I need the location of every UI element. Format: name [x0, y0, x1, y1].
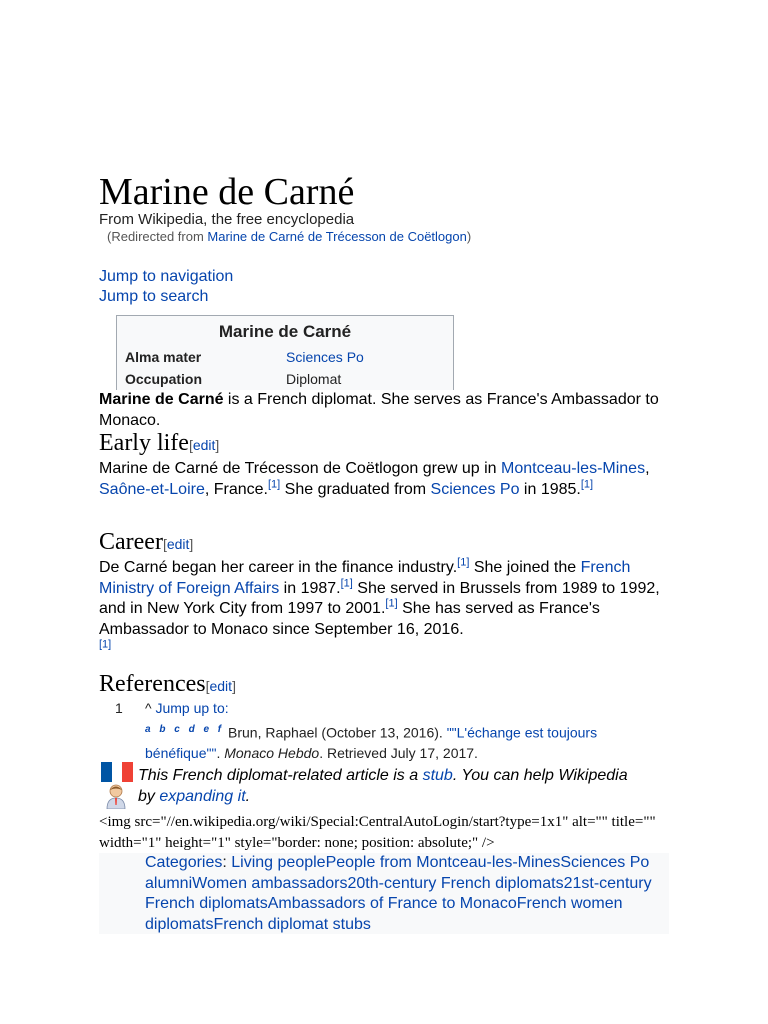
- category-links-box: [99, 853, 669, 934]
- intro-paragraph: [99, 390, 669, 431]
- reference-publication: Monaco Hebdo: [224, 744, 320, 761]
- early-life-text-3: , France.: [204, 480, 268, 498]
- saone-et-loire-link[interactable]: Saône-et-Loire: [99, 480, 205, 498]
- french-ministry-foreign-affairs-link[interactable]: French Ministry of Foreign Affairs: [99, 559, 631, 597]
- flag-white-stripe: [112, 762, 123, 782]
- category-link[interactable]: 21st-century French diplomats: [145, 874, 652, 912]
- heading-career: [99, 528, 193, 558]
- redirect-source-link[interactable]: Marine de Carné de Trécesson de Coëtlogon: [207, 229, 467, 244]
- stub-text-1: This French diplomat-related article is a: [138, 767, 423, 784]
- edit-bracket-open: [: [188, 437, 193, 453]
- category-link[interactable]: Sciences Po alumni: [145, 854, 650, 892]
- career-text-5: She has served as France's Ambassador to Monaco since September 16, 2016.: [99, 600, 600, 638]
- category-link[interactable]: Living people: [231, 854, 326, 871]
- intro-bold-name: Marine de Carné: [99, 391, 224, 408]
- redirect-notice: [107, 229, 471, 245]
- early-life-text-5: in 1985.: [519, 480, 581, 498]
- edit-bracket-open: [: [162, 536, 167, 552]
- reference-retrieved: . Retrieved July 17, 2017.: [319, 744, 478, 761]
- jump-to-navigation-link[interactable]: Jump to navigation: [99, 268, 234, 285]
- stub-text-3: .: [245, 788, 251, 805]
- france-flag-icon: [101, 762, 133, 782]
- categories-colon: :: [222, 854, 232, 871]
- page-title: Marine de Carné: [99, 171, 355, 213]
- category-link[interactable]: French diplomat stubs: [213, 915, 371, 933]
- career-text-1: De Carné began her career in the finance industry.: [99, 559, 458, 576]
- redirect-close: ): [466, 229, 472, 244]
- citation-link[interactable]: [1]: [457, 556, 470, 569]
- infobox: [116, 315, 454, 390]
- category-link[interactable]: People from Montceau-les-Mines: [325, 854, 561, 871]
- category-list: [145, 853, 665, 935]
- career-paragraph: [99, 558, 669, 661]
- jump-to-search-link[interactable]: Jump to search: [99, 288, 209, 305]
- edit-early-life-link[interactable]: edit: [192, 437, 216, 453]
- heading-references-text: References: [99, 671, 206, 697]
- redirect-open: (Redirected from: [107, 229, 208, 244]
- reference-citation: [145, 720, 645, 763]
- heading-career-text: Career: [99, 529, 163, 555]
- reference-article-link[interactable]: ""L'échange est toujours bénéfique"": [145, 724, 598, 761]
- flag-red-stripe: [122, 762, 133, 782]
- career-text-3: in 1987.: [279, 579, 341, 597]
- edit-career-link[interactable]: edit: [166, 536, 190, 552]
- raw-html-text: <img src="//en.wikipedia.org/wiki/Special:CentralAutoLogin/start?type=1x1" alt="" title="" width="1" height="1" style="border: none; position: absolute;" />: [99, 814, 656, 851]
- infobox-value-occupation: Diplomat: [286, 371, 342, 387]
- infobox-title: Marine de Carné: [218, 322, 352, 341]
- heading-early-life: [99, 429, 219, 459]
- career-text-4: She served in Brussels from 1989 to 1992, and in New York City from 1997 to 2001.: [99, 579, 660, 617]
- citation-link[interactable]: [1]: [340, 577, 353, 590]
- early-life-text-2: ,: [645, 460, 650, 477]
- reference-number: 1: [115, 700, 123, 716]
- early-life-paragraph: [99, 459, 669, 500]
- reference-separator: .: [216, 744, 225, 761]
- category-link[interactable]: French women diplomats: [145, 895, 623, 933]
- heading-references: [99, 670, 236, 700]
- edit-bracket-open: [: [205, 678, 210, 694]
- citation-link[interactable]: [1]: [580, 478, 594, 491]
- diplomat-person-icon: [103, 783, 129, 809]
- montceau-les-mines-link[interactable]: Montceau-les-Mines: [501, 460, 646, 477]
- infobox-value-alma-mater[interactable]: Sciences Po: [286, 349, 364, 365]
- citation-link[interactable]: [1]: [267, 478, 281, 491]
- jump-up-link[interactable]: Jump up to:: [155, 700, 229, 716]
- reference-jump-up: [145, 700, 229, 717]
- citation-link[interactable]: [1]: [385, 597, 398, 610]
- heading-early-life-text: Early life: [99, 430, 189, 456]
- caret-icon: ^: [145, 700, 156, 716]
- stub-notice: [138, 765, 638, 807]
- reference-author: Brun, Raphael (October 13, 2016).: [224, 724, 447, 741]
- reference-backlinks[interactable]: a b c d e f: [145, 724, 225, 735]
- flag-blue-stripe: [101, 762, 112, 782]
- citation-link[interactable]: [1]: [99, 638, 112, 651]
- intro-text: is a French diplomat. She serves as France's Ambassador to Monaco.: [99, 391, 659, 429]
- early-life-text-1: Marine de Carné de Trécesson de Coëtlogon grew up in: [99, 460, 502, 477]
- edit-bracket-close: ]: [215, 437, 220, 453]
- category-link[interactable]: Women ambassadors: [192, 874, 348, 892]
- career-text-2: She joined the: [469, 559, 581, 576]
- stub-link[interactable]: stub: [422, 767, 453, 784]
- edit-bracket-close: ]: [189, 536, 194, 552]
- early-life-text-4: She graduated from: [280, 480, 431, 498]
- category-link[interactable]: 20th-century French diplomats: [347, 874, 564, 892]
- site-tagline: From Wikipedia, the free encyclopedia: [99, 211, 355, 228]
- infobox-label-occupation: Occupation: [125, 371, 203, 387]
- edit-references-link[interactable]: edit: [209, 678, 233, 694]
- infobox-label-alma-mater: Alma mater: [125, 349, 202, 365]
- stub-text-2: . You can help Wikipedia by: [138, 767, 628, 805]
- sciences-po-link[interactable]: Sciences Po: [430, 480, 520, 498]
- category-link[interactable]: Ambassadors of France to Monaco: [267, 895, 517, 912]
- edit-bracket-close: ]: [232, 678, 236, 694]
- expanding-it-link[interactable]: expanding it: [159, 788, 246, 805]
- categories-label-link[interactable]: Categories: [145, 854, 223, 871]
